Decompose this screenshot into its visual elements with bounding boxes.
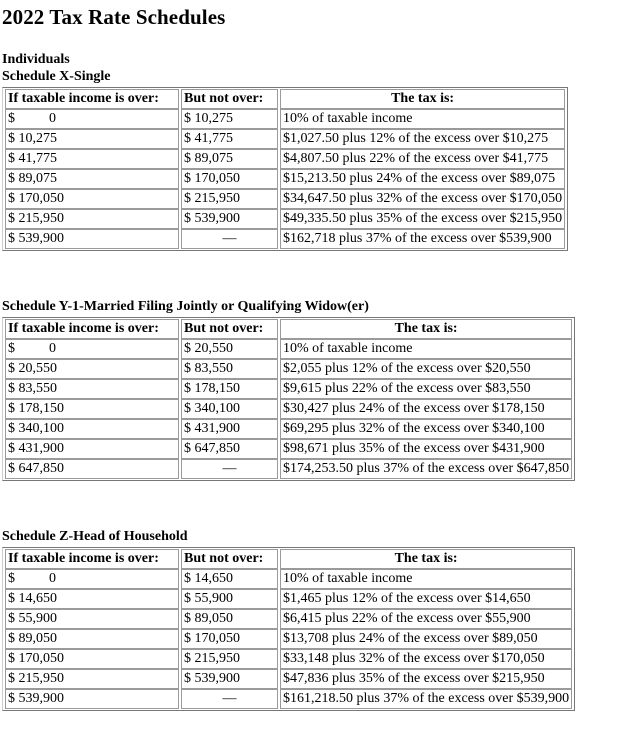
col-header-over: If taxable income is over: (5, 319, 179, 339)
cell-over: $ 215,950 (5, 669, 179, 689)
cell-tax: $1,027.50 plus 12% of the excess over $10,275 (280, 129, 565, 149)
col-header-tax: The tax is: (280, 89, 565, 109)
table-row (5, 419, 572, 439)
cell-tax: $9,615 plus 22% of the excess over $83,550 (280, 379, 572, 399)
cell-tax: 10% of taxable income (280, 109, 565, 129)
cell-over: $ 0 (5, 569, 179, 589)
schedule-x-title: Schedule X-Single (2, 69, 111, 84)
cell-tax: $98,671 plus 35% of the excess over $431,900 (280, 439, 572, 459)
cell-not-over: $ 647,850 (181, 439, 278, 459)
cell-over: $ 539,900 (5, 229, 179, 249)
schedule-y1-title: Schedule Y-1-Married Filing Jointly or Qualifying Widow(er) (2, 299, 369, 314)
cell-over: $ 20,550 (5, 359, 179, 379)
cell-over: $ 55,900 (5, 609, 179, 629)
table-row (5, 649, 572, 669)
table-row (5, 379, 572, 399)
table-row (5, 439, 572, 459)
table-header-row (5, 549, 572, 569)
cell-over: $ 170,050 (5, 649, 179, 669)
table-row (5, 669, 572, 689)
cell-not-over: $ 340,100 (181, 399, 278, 419)
cell-not-over: $ 89,050 (181, 609, 278, 629)
cell-not-over: $ 20,550 (181, 339, 278, 359)
table-row (5, 189, 565, 209)
cell-over: $ 431,900 (5, 439, 179, 459)
schedule-z-table (2, 547, 575, 711)
col-header-not-over: But not over: (181, 549, 278, 569)
cell-over: $ 0 (5, 339, 179, 359)
cell-tax: $2,055 plus 12% of the excess over $20,550 (280, 359, 572, 379)
table-row (5, 629, 572, 649)
col-header-tax: The tax is: (280, 549, 572, 569)
table-row (5, 229, 565, 249)
table-row (5, 169, 565, 189)
cell-not-over: $ 83,550 (181, 359, 278, 379)
cell-not-over: — (181, 689, 278, 709)
cell-over: $ 89,050 (5, 629, 179, 649)
table-row (5, 109, 565, 129)
table-row (5, 339, 572, 359)
cell-tax: $6,415 plus 22% of the excess over $55,900 (280, 609, 572, 629)
cell-not-over: $ 539,900 (181, 209, 278, 229)
cell-over: $ 340,100 (5, 419, 179, 439)
cell-tax: 10% of taxable income (280, 569, 572, 589)
cell-tax: $13,708 plus 24% of the excess over $89,050 (280, 629, 572, 649)
cell-tax: $30,427 plus 24% of the excess over $178,150 (280, 399, 572, 419)
cell-over: $ 0 (5, 109, 179, 129)
cell-not-over: — (181, 459, 278, 479)
col-header-not-over: But not over: (181, 89, 278, 109)
section-label: Individuals (2, 52, 70, 67)
cell-not-over: — (181, 229, 278, 249)
cell-not-over: $ 178,150 (181, 379, 278, 399)
table-header-row (5, 89, 565, 109)
cell-not-over: $ 55,900 (181, 589, 278, 609)
cell-not-over: $ 215,950 (181, 649, 278, 669)
page-title: 2022 Tax Rate Schedules (2, 5, 226, 29)
cell-tax: $4,807.50 plus 22% of the excess over $41,775 (280, 149, 565, 169)
table-row (5, 569, 572, 589)
col-header-over: If taxable income is over: (5, 549, 179, 569)
cell-not-over: $ 431,900 (181, 419, 278, 439)
table-row (5, 589, 572, 609)
cell-not-over: $ 215,950 (181, 189, 278, 209)
schedule-z-title: Schedule Z-Head of Household (2, 529, 188, 544)
table-row (5, 609, 572, 629)
cell-tax: $162,718 plus 37% of the excess over $539,900 (280, 229, 565, 249)
cell-over: $ 539,900 (5, 689, 179, 709)
cell-not-over: $ 170,050 (181, 629, 278, 649)
cell-over: $ 10,275 (5, 129, 179, 149)
table-row (5, 459, 572, 479)
cell-tax: $69,295 plus 32% of the excess over $340,100 (280, 419, 572, 439)
cell-not-over: $ 10,275 (181, 109, 278, 129)
cell-over: $ 647,850 (5, 459, 179, 479)
cell-tax: $15,213.50 plus 24% of the excess over $89,075 (280, 169, 565, 189)
cell-tax: $161,218.50 plus 37% of the excess over $539,900 (280, 689, 572, 709)
schedule-x-table (2, 87, 568, 251)
col-header-not-over: But not over: (181, 319, 278, 339)
cell-over: $ 14,650 (5, 589, 179, 609)
cell-over: $ 170,050 (5, 189, 179, 209)
cell-over: $ 41,775 (5, 149, 179, 169)
table-row (5, 149, 565, 169)
col-header-tax: The tax is: (280, 319, 572, 339)
cell-tax: $49,335.50 plus 35% of the excess over $215,950 (280, 209, 565, 229)
cell-not-over: $ 14,650 (181, 569, 278, 589)
cell-over: $ 178,150 (5, 399, 179, 419)
cell-over: $ 83,550 (5, 379, 179, 399)
cell-tax: 10% of taxable income (280, 339, 572, 359)
cell-tax: $47,836 plus 35% of the excess over $215,950 (280, 669, 572, 689)
cell-tax: $1,465 plus 12% of the excess over $14,650 (280, 589, 572, 609)
cell-not-over: $ 41,775 (181, 129, 278, 149)
schedule-y1-table (2, 317, 575, 481)
cell-not-over: $ 539,900 (181, 669, 278, 689)
table-row (5, 129, 565, 149)
cell-tax: $34,647.50 plus 32% of the excess over $170,050 (280, 189, 565, 209)
table-row (5, 399, 572, 419)
table-row (5, 209, 565, 229)
col-header-over: If taxable income is over: (5, 89, 179, 109)
table-row (5, 689, 572, 709)
table-header-row (5, 319, 572, 339)
cell-not-over: $ 89,075 (181, 149, 278, 169)
cell-tax: $33,148 plus 32% of the excess over $170,050 (280, 649, 572, 669)
table-row (5, 359, 572, 379)
cell-over: $ 215,950 (5, 209, 179, 229)
cell-tax: $174,253.50 plus 37% of the excess over $647,850 (280, 459, 572, 479)
cell-over: $ 89,075 (5, 169, 179, 189)
cell-not-over: $ 170,050 (181, 169, 278, 189)
